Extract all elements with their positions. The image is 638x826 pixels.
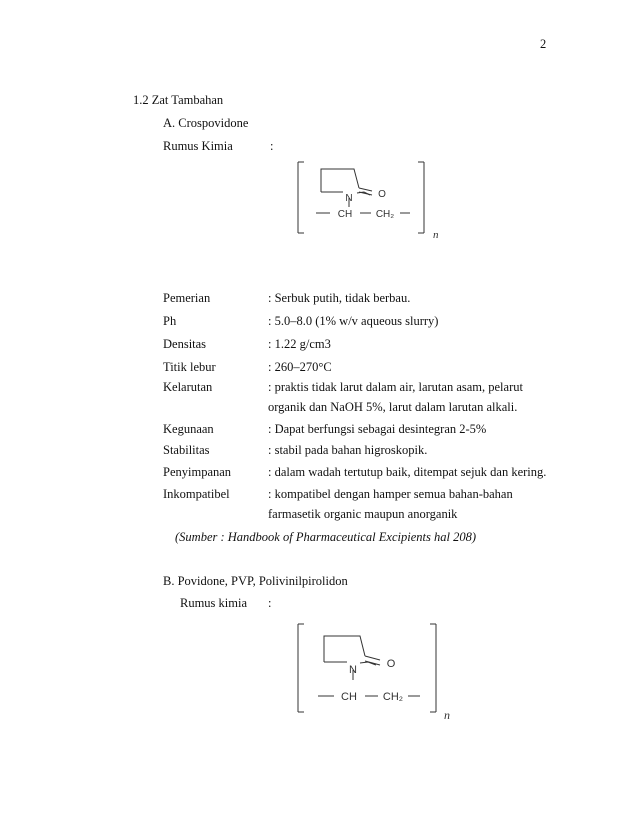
formula-label-b: Rumus kimia [180, 596, 248, 610]
repeat-subscript-n: n [433, 229, 439, 241]
property-label: Stabilitas [163, 443, 210, 457]
property-label: Titik lebur [163, 360, 216, 374]
property-label: Densitas [163, 337, 207, 351]
property-value: : dalam wadah tertutup baik, ditempat sejuk dan kering. [268, 465, 547, 479]
atom-o: O [386, 658, 396, 670]
povidone-structure [290, 618, 460, 723]
repeat-subscript-n: n [444, 708, 450, 722]
formula-label-a: Rumus Kimia [163, 139, 233, 153]
property-value-continued: farmasetik organic maupun anorganik [268, 507, 458, 521]
atom-n: N [349, 664, 357, 676]
group-ch2: CH₂ [375, 209, 395, 220]
property-label: Kelarutan [163, 380, 213, 394]
crospovidone-structure [290, 155, 450, 245]
group-ch: CH [341, 691, 357, 703]
subsection-a-heading: A. Crospovidone [163, 116, 249, 130]
formula-colon-b: : [268, 596, 272, 610]
property-value: : kompatibel dengan hamper semua bahan-bahan [268, 487, 513, 501]
property-value: : Dapat berfungsi sebagai desintegran 2-5% [268, 422, 487, 436]
property-value: : 5.0–8.0 (1% w/v aqueous slurry) [268, 314, 439, 328]
property-label: Inkompatibel [163, 487, 230, 501]
property-label: Kegunaan [163, 422, 214, 436]
property-label: Ph [163, 314, 177, 328]
property-value-continued: organik dan NaOH 5%, larut dalam larutan alkali. [268, 400, 518, 414]
subsection-b-heading: B. Povidone, PVP, Polivinilpirolidon [163, 574, 348, 588]
group-ch: CH [337, 209, 353, 220]
property-label: Pemerian [163, 291, 211, 305]
source-citation: (Sumber : Handbook of Pharmaceutical Excipients hal 208) [175, 530, 476, 544]
formula-colon-a: : [270, 139, 274, 153]
property-label: Penyimpanan [163, 465, 232, 479]
property-value: : Serbuk putih, tidak berbau. [268, 291, 411, 305]
page-number: 2 [540, 37, 547, 51]
property-value: : 260–270°C [268, 360, 332, 374]
section-title: 1.2 Zat Tambahan [133, 93, 224, 107]
property-value: : praktis tidak larut dalam air, larutan asam, pelarut [268, 380, 523, 394]
atom-o: O [378, 189, 386, 200]
property-value: : 1.22 g/cm3 [268, 337, 331, 351]
group-ch2: CH₂ [382, 691, 404, 703]
atom-n: N [345, 193, 353, 204]
property-value: : stabil pada bahan higroskopik. [268, 443, 428, 457]
